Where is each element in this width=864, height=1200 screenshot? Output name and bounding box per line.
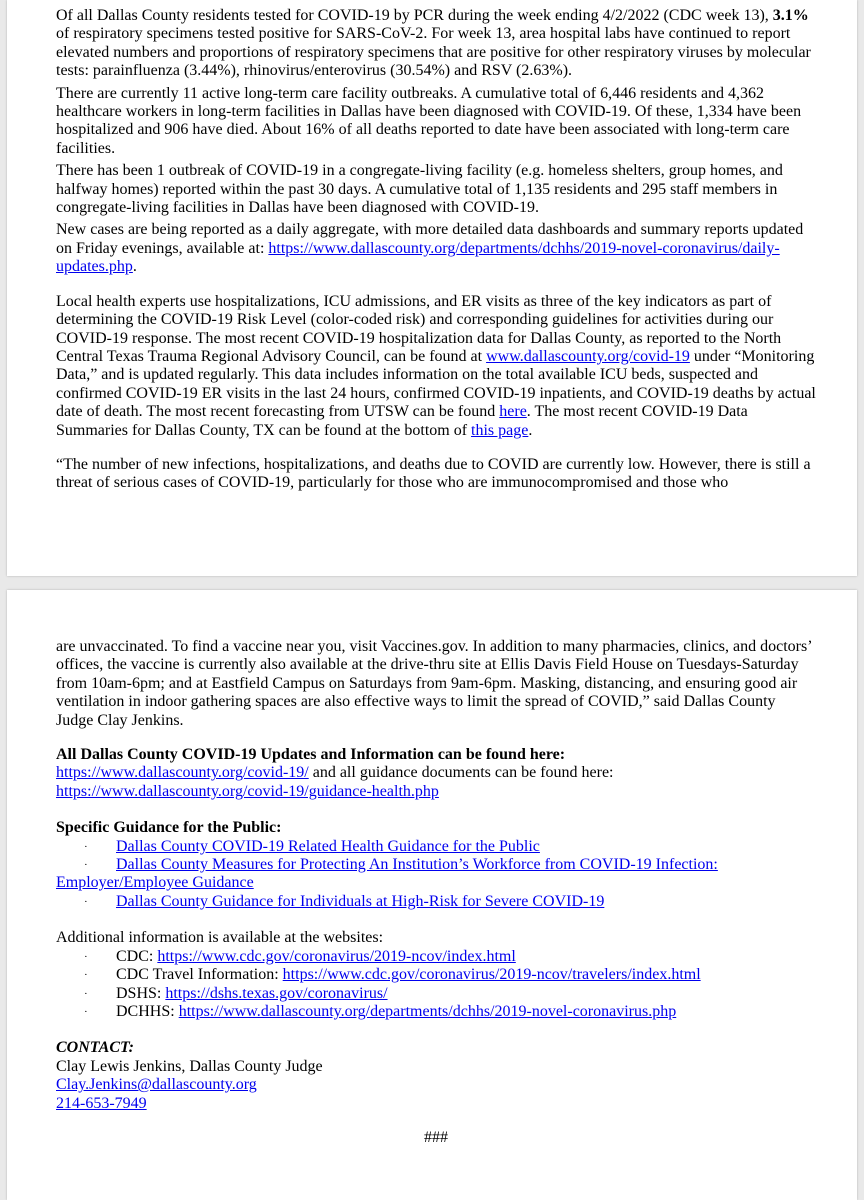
bullet-icon: · xyxy=(84,950,88,963)
contact-phone-link[interactable]: 214-653-7949 xyxy=(56,1094,147,1112)
additional-info-heading: Additional information is available at the websites: xyxy=(56,929,384,947)
paragraph-daily-aggregate: New cases are being reported as a daily aggregate, with more detailed data dashboards and summary reports updated on Friday evenings, available at: https://www.dallascounty.org/departments/dchhs/2019-novel-coronavirus/daily-updates.php. xyxy=(56,221,804,276)
end-mark: ### xyxy=(424,1128,448,1146)
cdc-travel-link[interactable]: https://www.cdc.gov/coronavirus/2019-ncov/travelers/index.html xyxy=(282,966,701,984)
dshs-link[interactable]: https://dshs.texas.gov/coronavirus/ xyxy=(165,984,388,1002)
paragraph-judge-quote-start: “The number of new infections, hospitalizations, and deaths due to COVID are currently low. However, there is still a threat of serious cases of COVID-19, particularly for those who are immunocompromised and those who xyxy=(56,455,811,492)
list-item: · CDC Travel Information: https://www.cdc.gov/coronavirus/2019-ncov/travelers/index.html xyxy=(84,966,701,984)
covid-19-updates-link[interactable]: https://www.dallascounty.org/covid-19/ xyxy=(56,764,309,782)
covid-19-site-link[interactable]: www.dallascounty.org/covid-19 xyxy=(486,347,690,365)
updates-section: All Dallas County COVID-19 Updates and Information can be found here: https://www.dallascounty.org/covid-19/ and all guidance documents can be found here: https://www.dallascounty.org/covid-19/guidance-health.php xyxy=(56,746,816,801)
bullet-icon: · xyxy=(84,895,88,908)
paragraph-judge-quote-end: are unvaccinated. To find a vaccine near you, visit Vaccines.gov. In addition to many pharmacies, clinics, and doctors’ offices, the vaccine is currently also available at the drive-thru site at Ellis Davis Field House on Tuesdays-Saturday from 10am-6pm; and at Eastfield Campus on Saturdays from 9am-6pm. Masking, distancing, and ensuring good air ventilation in indoor gathering spaces are also effective ways to limit the spread of COVID,” said Dallas County Judge Clay Jenkins. xyxy=(56,638,812,729)
bullet-icon: · xyxy=(84,840,88,853)
additional-info-list xyxy=(56,948,816,1022)
list-item: · DCHHS: https://www.dallascounty.org/departments/dchhs/2019-novel-coronavirus.php xyxy=(84,1002,677,1020)
page-1-content xyxy=(56,7,816,493)
list-item xyxy=(56,856,816,893)
guidance-health-link[interactable]: https://www.dallascounty.org/covid-19/guidance-health.php xyxy=(56,782,439,800)
paragraph-hospitalization-indicators: Local health experts use hospitalizations, ICU admissions, and ER visits as three of the key indicators as part of determining the COVID-19 Risk Level (color-coded risk) and corresponding guidelines for activities during our COVID-19 response. The most recent COVID-19 hospitalization data for Dallas County, as reported to the North Central Texas Trauma Regional Advisory Council, can be found at www.dallascounty.org/covid-19 under “Monitoring Data,” and is updated regularly. This data includes information on the total available ICU beds, suspected and confirmed COVID-19 ER visits in the last 24 hours, confirmed COVID-19 inpatients, and COVID-19 deaths by actual date of death. The most recent forecasting from UTSW can be found here. The most recent COVID-19 Data Summaries for Dallas County, TX can be found at the bottom of this page. xyxy=(56,292,816,439)
guidance-section xyxy=(56,819,816,911)
paragraph-test-results: Of all Dallas County residents tested for COVID-19 by PCR during the week ending 4/2/2022 (CDC week 13), 3.1% of respiratory specimens tested positive for SARS-CoV-2. For week 13, area hospital labs have continued to report elevated numbers and proportions of respiratory specimens that are positive for other respiratory viruses by molecular tests: parainfluenza (3.44%), rhinovirus/enterovirus (30.54%) and RSV (2.63%). xyxy=(56,7,811,80)
guidance-heading: Specific Guidance for the Public: xyxy=(56,819,282,837)
document-page-2 xyxy=(7,590,857,1200)
bullet-icon: · xyxy=(84,987,88,1000)
positivity-rate: 3.1% xyxy=(772,7,809,24)
cdc-link[interactable]: https://www.cdc.gov/coronavirus/2019-ncov/index.html xyxy=(157,947,516,965)
guidance-list xyxy=(56,838,816,912)
data-summaries-link[interactable]: this page xyxy=(471,421,529,439)
bullet-icon: · xyxy=(84,859,88,872)
workforce-guidance-link[interactable]: Dallas County Measures for Protecting An Institution’s Workforce from COVID-19 Infection: Employer/Employee Guidance xyxy=(56,856,718,892)
list-item: · CDC: https://www.cdc.gov/coronavirus/2019-ncov/index.html xyxy=(84,947,516,965)
utsw-forecast-link[interactable]: here xyxy=(499,403,527,421)
paragraph-congregate-living: There has been 1 outbreak of COVID-19 in a congregate-living facility (e.g. homeless shelters, group homes, and halfway homes) reported within the past 30 days. A cumulative total of 1,135 residents and 295 staff members in congregate-living facilities in Dallas have been diagnosed with COVID-19. xyxy=(56,162,783,217)
bullet-icon: · xyxy=(84,1005,88,1018)
high-risk-guidance-link[interactable]: Dallas County Guidance for Individuals at High-Risk for Severe COVID-19 xyxy=(116,892,605,910)
daily-updates-link[interactable]: https://www.dallascounty.org/departments/dchhs/2019-novel-coronavirus/daily-updates.php xyxy=(56,239,780,276)
page-2-content xyxy=(56,638,816,1147)
list-item xyxy=(56,838,816,856)
public-health-guidance-link[interactable]: Dallas County COVID-19 Related Health Guidance for the Public xyxy=(116,837,540,855)
contact-heading: CONTACT: xyxy=(56,1039,134,1057)
paragraph-ltc-outbreaks: There are currently 11 active long-term care facility outbreaks. A cumulative total of 6,446 residents and 4,362 healthcare workers in long-term facilities in Dallas have been diagnosed with COVID-19. Of these, 1,334 have been hospitalized and 906 have died. About 16% of all deaths reported to date have been associated with long-term care facilities. xyxy=(56,84,802,157)
contact-email-link[interactable]: Clay.Jenkins@dallascounty.org xyxy=(56,1076,257,1094)
bullet-icon: · xyxy=(84,969,88,982)
updates-heading: All Dallas County COVID-19 Updates and Information can be found here: xyxy=(56,746,566,764)
contact-name: Clay Lewis Jenkins, Dallas County Judge xyxy=(56,1057,323,1075)
dchhs-link[interactable]: https://www.dallascounty.org/departments/dchhs/2019-novel-coronavirus.php xyxy=(178,1002,677,1020)
additional-info-section xyxy=(56,929,816,1021)
list-item xyxy=(56,893,816,911)
contact-section xyxy=(56,1039,816,1113)
document-page-1 xyxy=(7,0,857,576)
list-item: · DSHS: https://dshs.texas.gov/coronavirus/ xyxy=(84,984,388,1002)
